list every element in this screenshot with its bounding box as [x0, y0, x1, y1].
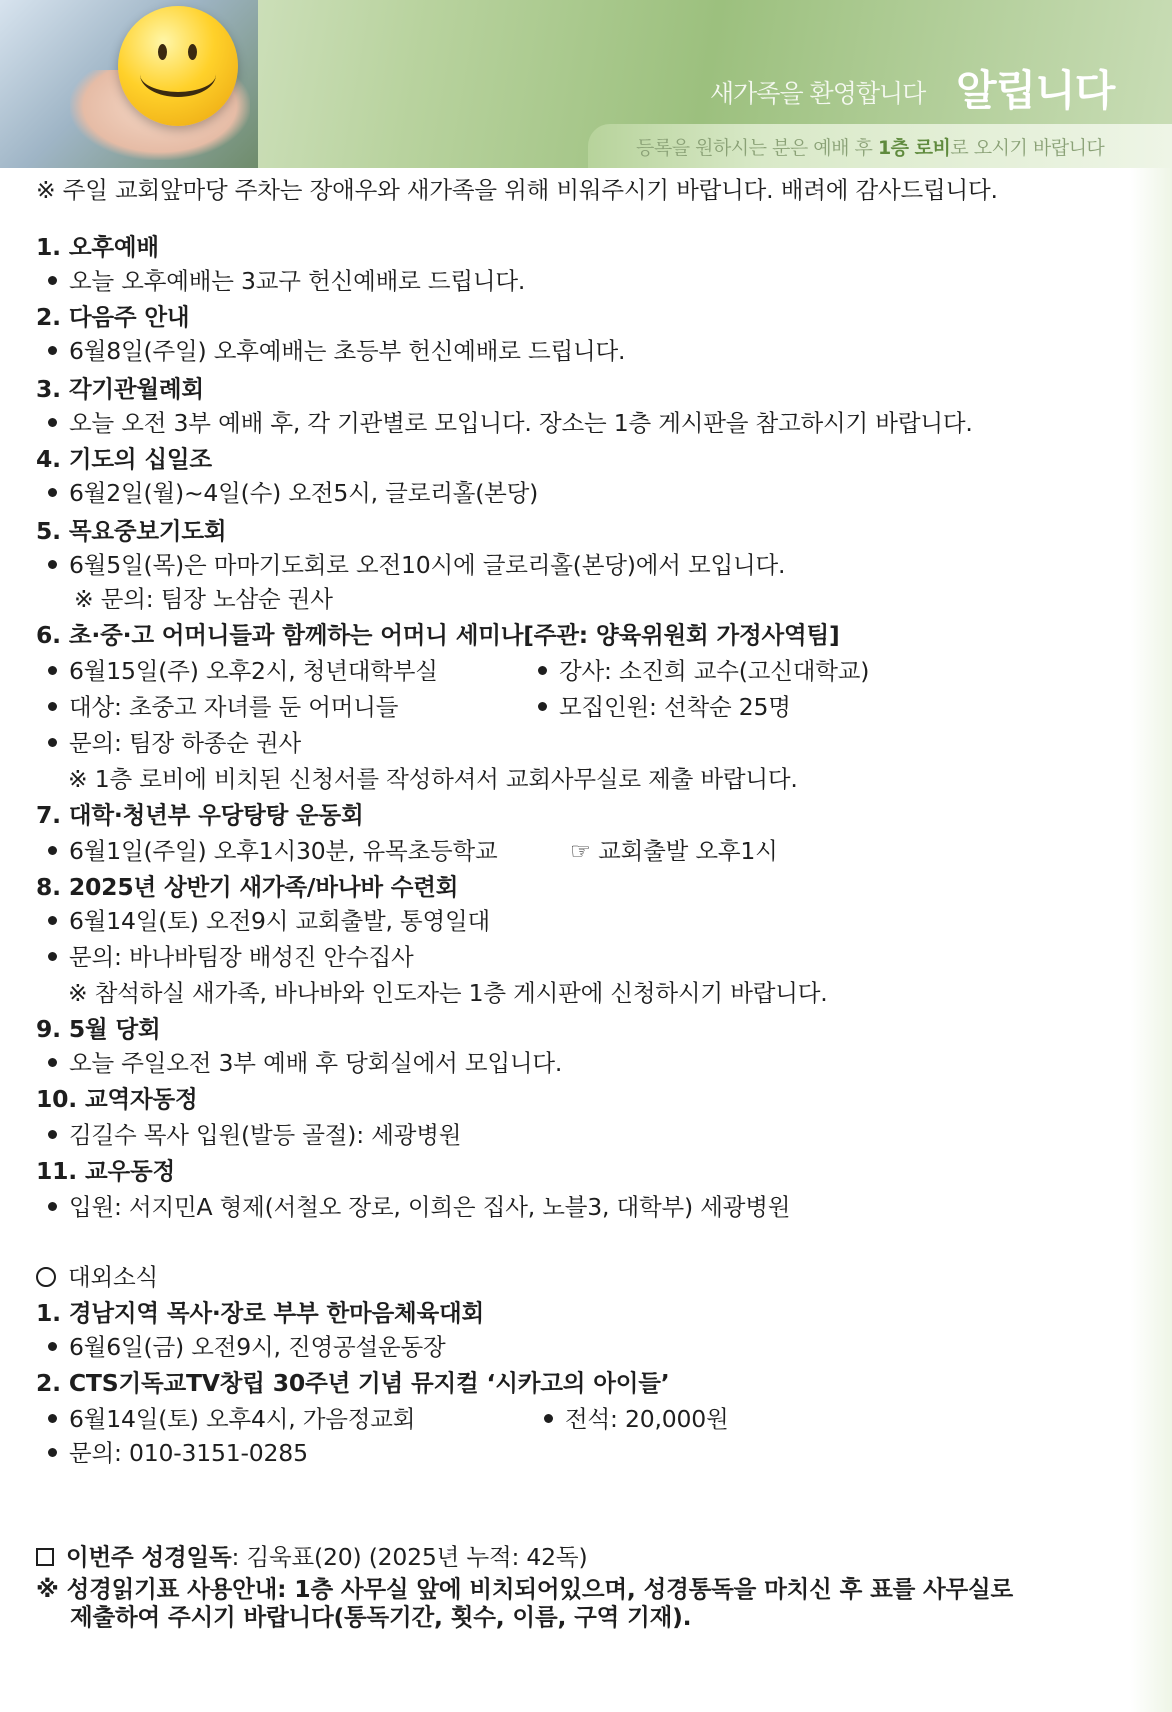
item-note: ※ 문의: 팀장 노삼순 권사	[74, 585, 333, 613]
item-bullet: 6월8일(주일) 오후예배는 초등부 헌신예배로 드립니다.	[48, 335, 625, 367]
item-bullet: 강사: 소진희 교수(고신대학교)	[538, 655, 869, 687]
header-photo	[0, 0, 258, 168]
item-title: 3. 각기관월례회	[36, 375, 204, 403]
external-title: 1. 경남지역 목사·장로 부부 한마음체육대회	[36, 1299, 485, 1327]
lobby-highlight: 1층 로비	[877, 137, 951, 159]
external-bullet: 문의: 010-3151-0285	[48, 1437, 308, 1469]
item-title: 9. 5월 당회	[36, 1015, 161, 1043]
item-title: 8. 2025년 상반기 새가족/바나바 수련회	[36, 873, 459, 901]
item-bullet: 모집인원: 선착순 25명	[538, 691, 791, 723]
item-bullet: 문의: 바나바팀장 배성진 안수집사	[48, 941, 414, 973]
right-edge-fade	[1130, 168, 1172, 1712]
item-title: 10. 교역자동정	[36, 1085, 198, 1113]
item-bullet: 김길수 목사 입원(발등 골절): 세광병원	[48, 1119, 461, 1151]
bible-note-line2: 제출하여 주시기 바랍니다(통독기간, 횟수, 이름, 구역 기재).	[70, 1603, 692, 1631]
bible-reading-label: 이번주 성경일독	[66, 1543, 232, 1571]
item-bullet: 6월14일(토) 오전9시 교회출발, 통영일대	[48, 905, 490, 937]
item-title: 1. 오후예배	[36, 233, 159, 261]
external-bullet: 전석: 20,000원	[544, 1403, 729, 1435]
item-bullet: 오늘 주일오전 3부 예배 후 당회실에서 모입니다.	[48, 1047, 562, 1079]
item-title: 7. 대학·청년부 우당탕탕 운동회	[36, 801, 364, 829]
registration-note: 등록을 원하시는 분은 예배 후 1층 로비로 오시기 바랍니다	[636, 137, 1105, 159]
header-subtitle: 새가족을 환영합니다	[710, 79, 926, 108]
open-circle-icon	[36, 1267, 56, 1287]
external-title: 2. CTS기독교TV창립 30주년 기념 뮤지컬 ‘시카고의 아이들’	[36, 1369, 670, 1397]
external-bullet: 6월6일(금) 오전9시, 진영공설운동장	[48, 1331, 446, 1363]
item-bullet: 문의: 팀장 하종순 권사	[48, 727, 301, 759]
bible-reading-value: : 김욱표(20) (2025년 누적: 42독)	[231, 1543, 588, 1571]
item-note: ※ 참석하실 새가족, 바나바와 인도자는 1층 게시판에 신청하시기 바랍니다.	[68, 979, 828, 1007]
item-bullet: 입원: 서지민A 형제(서철오 장로, 이희은 집사, 노블3, 대학부) 세광병원	[48, 1191, 790, 1223]
item-bullet: 6월2일(월)~4일(수) 오전5시, 글로리홀(본당)	[48, 477, 538, 509]
item-title: 4. 기도의 십일조	[36, 445, 212, 473]
item-bullet: 대상: 초중고 자녀를 둔 어머니들	[48, 691, 398, 723]
item-bullet: 6월5일(목)은 마마기도회로 오전10시에 글로리홀(본당)에서 모입니다.	[48, 549, 785, 581]
item-bullet: 6월15일(주) 오후2시, 청년대학부실	[48, 655, 438, 687]
smiley-ball-icon	[118, 6, 238, 126]
bible-reading	[36, 1541, 587, 1573]
item-pointer-note: ☞ 교회출발 오후1시	[570, 837, 778, 865]
header-banner	[0, 0, 1172, 168]
bible-note-line1: ※ 성경읽기표 사용안내: 1층 사무실 앞에 비치되어있으며, 성경통독을 마치신 후 표를 사무실로	[36, 1575, 1014, 1603]
item-title: 2. 다음주 안내	[36, 303, 190, 331]
parking-note: ※ 주일 교회앞마당 주차는 장애우와 새가족을 위해 비워주시기 바랍니다. 배려에 감사드립니다.	[36, 176, 998, 204]
item-note: ※ 1층 로비에 비치된 신청서를 작성하셔서 교회사무실로 제출 바랍니다.	[68, 765, 798, 793]
item-title: 11. 교우동정	[36, 1157, 176, 1185]
external-bullet: 6월14일(토) 오후4시, 가음정교회	[48, 1403, 415, 1435]
external-news-heading: 대외소식	[36, 1261, 158, 1293]
item-bullet: 오늘 오전 3부 예배 후, 각 기관별로 모입니다. 장소는 1층 게시판을 참고하시기 바랍니다.	[48, 407, 973, 439]
checkbox-square-icon	[36, 1548, 54, 1566]
item-bullet: 오늘 오후예배는 3교구 헌신예배로 드립니다.	[48, 265, 525, 297]
item-bullet: 6월1일(주일) 오후1시30분, 유목초등학교	[48, 835, 498, 867]
item-title: 6. 초·중·고 어머니들과 함께하는 어머니 세미나[주관: 양육위원회 가정사역팀]	[36, 621, 840, 649]
header-title: 알립니다	[956, 66, 1115, 115]
item-title: 5. 목요중보기도회	[36, 517, 227, 545]
